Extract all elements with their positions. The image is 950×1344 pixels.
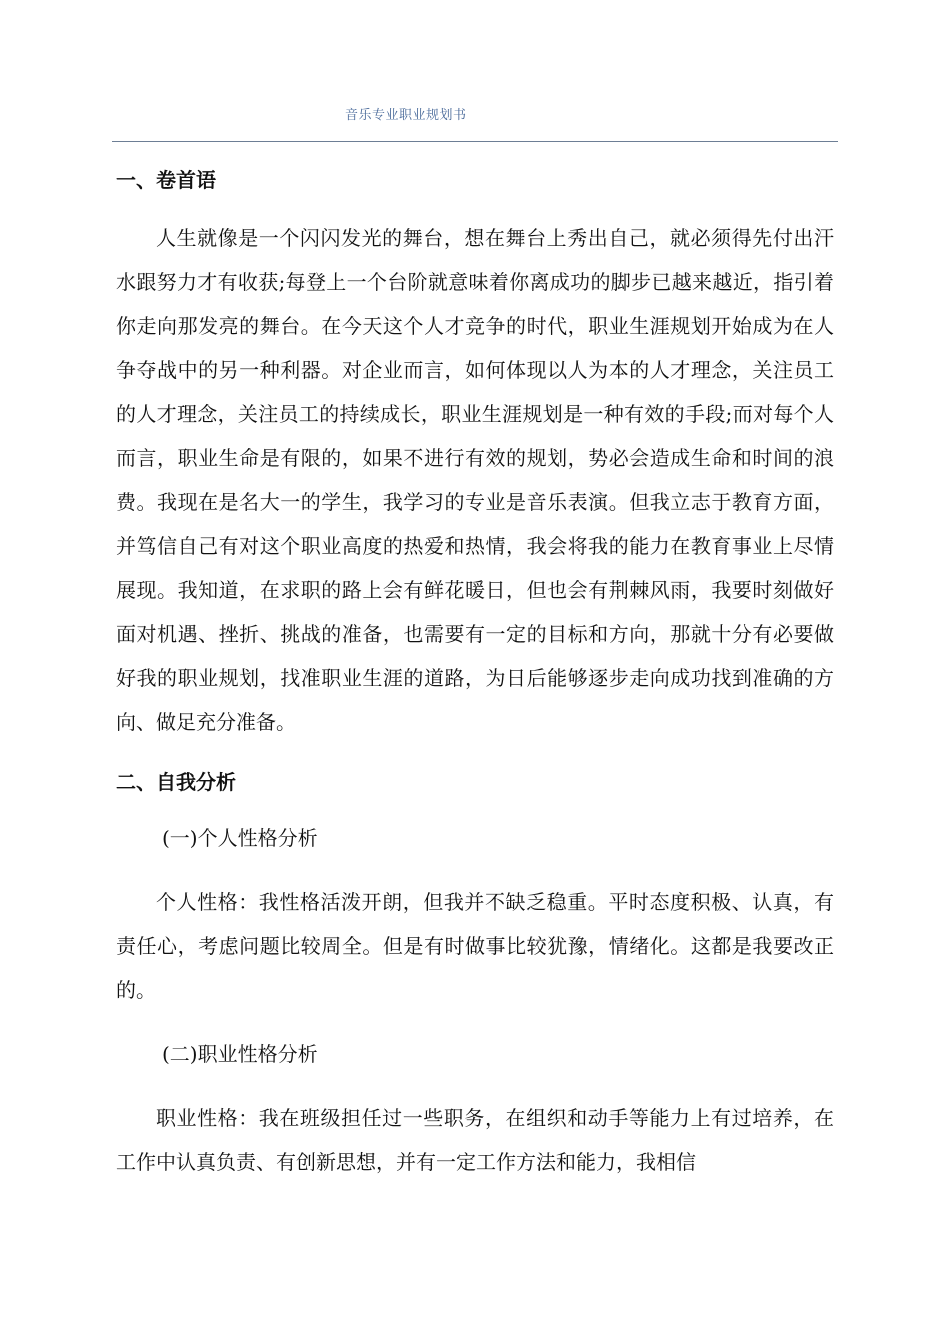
subsection-heading-career-personality: (二)职业性格分析 (162, 1042, 318, 1066)
preface-paragraph: 人生就像是一个闪闪发光的舞台，想在舞台上秀出自己，就必须得先付出汗水跟努力才有收获;每登上一个台阶就意味着你离成功的脚步已越来越近，指引着你走向那发亮的舞台。在今天这个人才竞争的时代，职业生涯规划开始成为在人争夺战中的另一种利器。对企业而言，如何体现以人为本的人才理念，关注员工的人才理念，关注员工的持续成长，职业生涯规划是一种有效的手段;而对每个人而言，职业生命是有限的，如果不进行有效的规划，势必会造成生命和时间的浪费。我现在是名大一的学生，我学习的专业是音乐表演。但我立志于教育方面，并笃信自己有对这个职业高度的热爱和热情，我会将我的能力在教育事业上尽情展现。我知道，在求职的路上会有鲜花暖日，但也会有荆棘风雨，我要时刻做好面对机遇、挫折、挑战的准备，也需要有一定的目标和方向，那就十分有必要做好我的职业规划，找准职业生涯的道路，为日后能够逐步走向成功找到准确的方向、做足充分准备。 (116, 226, 834, 734)
header-divider (112, 141, 838, 142)
section-heading-preface: 一、卷首语 (116, 168, 216, 192)
document-body (116, 162, 834, 1184)
career-personality-paragraph: 职业性格：我在班级担任过一些职务，在组织和动手等能力上有过培养，在工作中认真负责、有创新思想，并有一定工作方法和能力，我相信 (116, 1106, 834, 1174)
personality-paragraph: 个人性格：我性格活泼开朗，但我并不缺乏稳重。平时态度积极、认真，有责任心，考虑问题比较周全。但是有时做事比较犹豫，情绪化。这都是我要改正的。 (116, 890, 834, 1002)
subsection-heading-personality: (一)个人性格分析 (162, 826, 318, 850)
section-heading-self-analysis: 二、自我分析 (116, 770, 236, 794)
document-title: 音乐专业职业规划书 (345, 108, 467, 123)
